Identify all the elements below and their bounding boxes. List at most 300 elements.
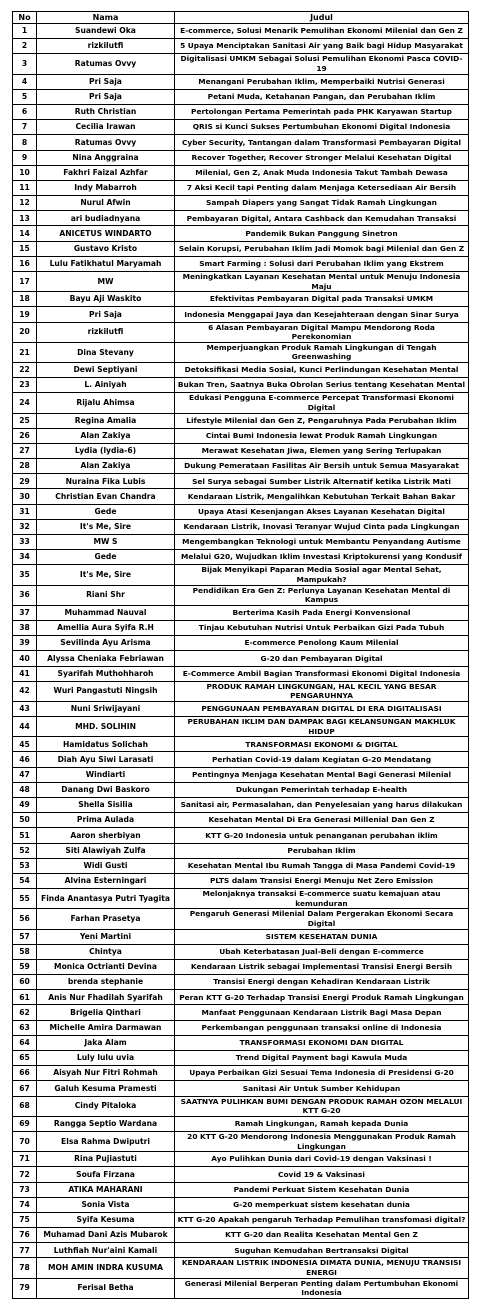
cell-no: 18 xyxy=(13,292,37,307)
cell-no: 2 xyxy=(13,39,37,54)
cell-no: 4 xyxy=(13,74,37,89)
table-row xyxy=(13,39,469,54)
table-row xyxy=(13,889,469,909)
cell-nama: MHD. SOLIHIN xyxy=(37,717,175,737)
cell-no: 61 xyxy=(13,990,37,1005)
cell-judul: G-20 memperkuat sistem kesehatan dunia xyxy=(175,1197,469,1212)
cell-nama: Monica Octrianti Devina xyxy=(37,959,175,974)
cell-nama: Lulu Fatikhatul Maryamah xyxy=(37,256,175,271)
cell-nama: Rangga Septio Wardana xyxy=(37,1116,175,1131)
cell-judul: Upaya Perbaikan Gizi Sesuai Tema Indonesia di Presidensi G-20 xyxy=(175,1066,469,1081)
cell-judul: Berterima Kasih Pada Energi Konvensional xyxy=(175,605,469,620)
cell-no: 68 xyxy=(13,1096,37,1116)
cell-no: 10 xyxy=(13,165,37,180)
cell-nama: Jaka Alam xyxy=(37,1035,175,1050)
cell-judul: 5 Upaya Menciptakan Sanitasi Air yang Baik bagi Hidup Masyarakat xyxy=(175,39,469,54)
cell-judul: Pendidikan Era Gen Z: Perlunya Layanan Kesehatan Mental di Kampus xyxy=(175,585,469,605)
cell-no: 62 xyxy=(13,1005,37,1020)
cell-judul: Perubahan Iklim xyxy=(175,843,469,858)
cell-nama: Amellia Aura Syifa R.H xyxy=(37,620,175,635)
cell-no: 1 xyxy=(13,24,37,39)
cell-nama: Galuh Kesuma Pramesti xyxy=(37,1081,175,1096)
cell-no: 30 xyxy=(13,489,37,504)
cell-judul: Lifestyle Milenial dan Gen Z, Pengaruhnya Pada Perubahan Iklim xyxy=(175,413,469,428)
table-row xyxy=(13,717,469,737)
cell-judul: Bukan Tren, Saatnya Buka Obrolan Serius tentang Kesehatan Mental xyxy=(175,378,469,393)
table-row xyxy=(13,1167,469,1182)
header-nama: Nama xyxy=(37,12,175,24)
cell-nama: rizkilutfi xyxy=(37,322,175,342)
cell-no: 50 xyxy=(13,813,37,828)
cell-nama: Pri Saja xyxy=(37,307,175,322)
cell-no: 5 xyxy=(13,89,37,104)
cell-nama: Nurul Afwin xyxy=(37,196,175,211)
cell-judul: Generasi Milenial Berperan Penting dalam Pertumbuhan Ekonomi Indonesia xyxy=(175,1278,469,1298)
header-judul: Judul xyxy=(175,12,469,24)
cell-no: 44 xyxy=(13,717,37,737)
cell-nama: rizkilutfi xyxy=(37,39,175,54)
cell-no: 74 xyxy=(13,1197,37,1212)
cell-judul: Pentingnya Menjaga Kesehatan Mental Bagi Generasi Milenial xyxy=(175,767,469,782)
cell-nama: Finda Anantasya Putri Tyagita xyxy=(37,889,175,909)
cell-judul: Efektivitas Pembayaran Digital pada Transaksi UMKM xyxy=(175,292,469,307)
cell-nama: Ruth Christian xyxy=(37,104,175,119)
cell-judul: 7 Aksi Kecil tapi Penting dalam Menjaga Ketersediaan Air Bersih xyxy=(175,180,469,195)
cell-judul: Dukungan Pemerintah terhadap E-health xyxy=(175,782,469,797)
cell-nama: Indy Mabarroh xyxy=(37,180,175,195)
cell-judul: Transisi Energi dengan Kehadiran Kendaraan Listrik xyxy=(175,975,469,990)
document-page xyxy=(12,11,468,1299)
table-row xyxy=(13,1152,469,1167)
cell-nama: Muhammad Nauval xyxy=(37,605,175,620)
cell-judul: Pertolongan Pertama Pemerintah pada PHK Karyawan Startup xyxy=(175,104,469,119)
cell-no: 23 xyxy=(13,378,37,393)
cell-judul: PRODUK RAMAH LINGKUNGAN, HAL KECIL YANG BESAR PENGARUHNYA xyxy=(175,681,469,701)
cell-nama: Aaron sherbiyan xyxy=(37,828,175,843)
cell-judul: Edukasi Pengguna E-commerce Percepat Transformasi Ekonomi Digital xyxy=(175,393,469,413)
table-row xyxy=(13,1096,469,1116)
cell-no: 7 xyxy=(13,120,37,135)
cell-no: 48 xyxy=(13,782,37,797)
table-row xyxy=(13,1066,469,1081)
table-row xyxy=(13,1005,469,1020)
cell-judul: Sanitasi Air Untuk Sumber Kehidupan xyxy=(175,1081,469,1096)
table-row xyxy=(13,1131,469,1151)
cell-no: 71 xyxy=(13,1152,37,1167)
cell-no: 42 xyxy=(13,681,37,701)
table-row xyxy=(13,1258,469,1278)
table-row xyxy=(13,666,469,681)
cell-no: 79 xyxy=(13,1278,37,1298)
cell-judul: Cyber Security, Tantangan dalam Transformasi Pembayaran Digital xyxy=(175,135,469,150)
cell-judul: Ramah Lingkungan, Ramah kepada Dunia xyxy=(175,1116,469,1131)
cell-judul: Smart Farming : Solusi dari Perubahan Iklim yang Ekstrem xyxy=(175,256,469,271)
table-row xyxy=(13,929,469,944)
cell-nama: MW xyxy=(37,272,175,292)
cell-no: 3 xyxy=(13,54,37,74)
table-row xyxy=(13,150,469,165)
cell-judul: Kesehatan Mental Ibu Rumah Tangga di Masa Pandemi Covid-19 xyxy=(175,858,469,873)
table-row xyxy=(13,519,469,534)
cell-judul: Menangani Perubahan Iklim, Memperbaiki Nutrisi Generasi xyxy=(175,74,469,89)
cell-judul: Upaya Atasi Kesenjangan Akses Layanan Kesehatan Digital xyxy=(175,504,469,519)
cell-judul: E-commerce, Solusi Menarik Pemulihan Ekonomi Milenial dan Gen Z xyxy=(175,24,469,39)
cell-no: 32 xyxy=(13,519,37,534)
table-row xyxy=(13,975,469,990)
cell-judul: Pengaruh Generasi Milenial Dalam Pergerakan Ekonomi Secara Digital xyxy=(175,909,469,929)
cell-judul: Selain Korupsi, Perubahan Iklim Jadi Momok bagi Milenial dan Gen Z xyxy=(175,241,469,256)
cell-no: 36 xyxy=(13,585,37,605)
cell-judul: Kendaraan Listrik, Inovasi Teranyar Wujud Cinta pada Lingkungan xyxy=(175,519,469,534)
cell-no: 22 xyxy=(13,362,37,377)
cell-nama: Windiarti xyxy=(37,767,175,782)
cell-no: 46 xyxy=(13,752,37,767)
participants-table xyxy=(12,11,469,1299)
table-row xyxy=(13,135,469,150)
cell-judul: Melonjaknya transaksi E-commerce suatu kemajuan atau kemunduran xyxy=(175,889,469,909)
table-row xyxy=(13,378,469,393)
table-row xyxy=(13,89,469,104)
cell-nama: Chintya xyxy=(37,944,175,959)
table-row xyxy=(13,1243,469,1258)
cell-judul: Sanitasi air, Permasalahan, dan Penyelesaian yang harus dilakukan xyxy=(175,798,469,813)
cell-nama: Gede xyxy=(37,550,175,565)
table-row xyxy=(13,701,469,716)
header-row xyxy=(13,12,469,24)
table-row xyxy=(13,1228,469,1243)
cell-judul: TRANSFORMASI EKONOMI DAN DIGITAL xyxy=(175,1035,469,1050)
cell-no: 54 xyxy=(13,873,37,888)
cell-judul: Melalui G20, Wujudkan Iklim Investasi Kriptokurensi yang Kondusif xyxy=(175,550,469,565)
cell-no: 49 xyxy=(13,798,37,813)
cell-nama: Nuni Sriwijayani xyxy=(37,701,175,716)
cell-no: 34 xyxy=(13,550,37,565)
cell-no: 56 xyxy=(13,909,37,929)
cell-judul: Sampah Diapers yang Sangat Tidak Ramah Lingkungan xyxy=(175,196,469,211)
cell-no: 67 xyxy=(13,1081,37,1096)
cell-nama: Rijalu Ahimsa xyxy=(37,393,175,413)
cell-nama: Rina Pujiastuti xyxy=(37,1152,175,1167)
cell-nama: Syifa Kesuma xyxy=(37,1212,175,1227)
cell-nama: ari budiadnyana xyxy=(37,211,175,226)
table-row xyxy=(13,180,469,195)
cell-no: 45 xyxy=(13,737,37,752)
cell-nama: Gustavo Kristo xyxy=(37,241,175,256)
cell-nama: Pri Saja xyxy=(37,89,175,104)
cell-judul: E-commerce Penolong Kaum Milenial xyxy=(175,636,469,651)
cell-no: 47 xyxy=(13,767,37,782)
cell-no: 60 xyxy=(13,975,37,990)
table-row xyxy=(13,428,469,443)
table-row xyxy=(13,211,469,226)
cell-nama: L. Ainiyah xyxy=(37,378,175,393)
cell-judul: KENDARAAN LISTRIK INDONESIA DIMATA DUNIA, MENUJU TRANSISI ENERGI xyxy=(175,1258,469,1278)
table-row xyxy=(13,74,469,89)
cell-no: 33 xyxy=(13,535,37,550)
cell-nama: Hamidatus Solichah xyxy=(37,737,175,752)
cell-judul: Meningkatkan Layanan Kesehatan Mental untuk Menuju Indonesia Maju xyxy=(175,272,469,292)
cell-nama: Widi Gusti xyxy=(37,858,175,873)
cell-no: 17 xyxy=(13,272,37,292)
table-row xyxy=(13,307,469,322)
table-row xyxy=(13,737,469,752)
cell-no: 51 xyxy=(13,828,37,843)
cell-judul: Suguhan Kemudahan Bertransaksi Digital xyxy=(175,1243,469,1258)
cell-judul: SAATNYA PULIHKAN BUMI DENGAN PRODUK RAMAH OZON MELALUI KTT G-20 xyxy=(175,1096,469,1116)
cell-nama: Luthfiah Nur'aini Kamali xyxy=(37,1243,175,1258)
cell-judul: Kendaraan Listrik sebagai Implementasi Transisi Energi Bersih xyxy=(175,959,469,974)
table-row xyxy=(13,944,469,959)
table-body xyxy=(13,24,469,1299)
table-row xyxy=(13,272,469,292)
cell-judul: Manfaat Penggunaan Kendaraan Listrik Bagi Masa Depan xyxy=(175,1005,469,1020)
cell-judul: Perkembangan penggunaan transaksi online di Indonesia xyxy=(175,1020,469,1035)
cell-judul: Detoksifikasi Media Sosial, Kunci Perlindungan Kesehatan Mental xyxy=(175,362,469,377)
cell-nama: Shella Sisilia xyxy=(37,798,175,813)
table-row xyxy=(13,362,469,377)
cell-nama: Muhamad Dani Azis Mubarok xyxy=(37,1228,175,1243)
cell-nama: MW S xyxy=(37,535,175,550)
cell-nama: Yeni Martini xyxy=(37,929,175,944)
cell-nama: ANICETUS WINDARTO xyxy=(37,226,175,241)
cell-no: 41 xyxy=(13,666,37,681)
cell-nama: Cindy Pitaloka xyxy=(37,1096,175,1116)
cell-judul: Memperjuangkan Produk Ramah Lingkungan di Tengah Greenwashing xyxy=(175,342,469,362)
table-row xyxy=(13,990,469,1005)
cell-judul: PLTS dalam Transisi Energi Menuju Net Zero Emission xyxy=(175,873,469,888)
cell-no: 40 xyxy=(13,651,37,666)
cell-no: 59 xyxy=(13,959,37,974)
cell-no: 14 xyxy=(13,226,37,241)
cell-judul: Ubah Keterbatasan Jual-Beli dengan E-commerce xyxy=(175,944,469,959)
table-row xyxy=(13,1035,469,1050)
table-row xyxy=(13,120,469,135)
cell-no: 21 xyxy=(13,342,37,362)
cell-no: 63 xyxy=(13,1020,37,1035)
cell-nama: Riani Shr xyxy=(37,585,175,605)
cell-nama: Gede xyxy=(37,504,175,519)
cell-nama: Ratumas Ovvy xyxy=(37,135,175,150)
cell-no: 39 xyxy=(13,636,37,651)
cell-no: 52 xyxy=(13,843,37,858)
cell-judul: PERUBAHAN IKLIM DAN DAMPAK BAGI KELANSUNGAN MAKHLUK HIDUP xyxy=(175,717,469,737)
cell-no: 27 xyxy=(13,443,37,458)
table-row xyxy=(13,24,469,39)
cell-nama: Farhan Prasetya xyxy=(37,909,175,929)
cell-nama: Fakhri Faizal Azhfar xyxy=(37,165,175,180)
cell-no: 53 xyxy=(13,858,37,873)
table-row xyxy=(13,620,469,635)
cell-nama: Nina Anggraina xyxy=(37,150,175,165)
cell-judul: 6 Alasan Pembayaran Digital Mampu Mendorong Roda Perekonomian xyxy=(175,322,469,342)
table-row xyxy=(13,798,469,813)
table-row xyxy=(13,605,469,620)
cell-no: 73 xyxy=(13,1182,37,1197)
table-row xyxy=(13,828,469,843)
table-row xyxy=(13,342,469,362)
cell-nama: Pri Saja xyxy=(37,74,175,89)
table-row xyxy=(13,959,469,974)
cell-judul: Pembayaran Digital, Antara Cashback dan Kemudahan Transaksi xyxy=(175,211,469,226)
table-row xyxy=(13,752,469,767)
cell-no: 35 xyxy=(13,565,37,585)
table-row xyxy=(13,813,469,828)
cell-judul: Petani Muda, Ketahanan Pangan, dan Perubahan Iklim xyxy=(175,89,469,104)
table-row xyxy=(13,636,469,651)
table-row xyxy=(13,535,469,550)
table-row xyxy=(13,104,469,119)
cell-no: 13 xyxy=(13,211,37,226)
table-header xyxy=(13,12,469,24)
table-row xyxy=(13,1212,469,1227)
cell-no: 77 xyxy=(13,1243,37,1258)
cell-judul: Milenial, Gen Z, Anak Muda Indonesia Takut Tambah Dewasa xyxy=(175,165,469,180)
cell-nama: Alvina Esterningari xyxy=(37,873,175,888)
cell-judul: Pandemik Bukan Panggung Sinetron xyxy=(175,226,469,241)
cell-nama: Suandewi Oka xyxy=(37,24,175,39)
cell-nama: Cecilia Irawan xyxy=(37,120,175,135)
header-no: No xyxy=(13,12,37,24)
table-row xyxy=(13,858,469,873)
cell-nama: Dewi Septiyani xyxy=(37,362,175,377)
table-row xyxy=(13,1197,469,1212)
cell-nama: It's Me, Sire xyxy=(37,565,175,585)
cell-no: 65 xyxy=(13,1051,37,1066)
table-row xyxy=(13,504,469,519)
cell-judul: TRANSFORMASI EKONOMI & DIGITAL xyxy=(175,737,469,752)
cell-judul: QRIS si Kunci Sukses Pertumbuhan Ekonomi Digital Indonesia xyxy=(175,120,469,135)
table-row xyxy=(13,873,469,888)
table-row xyxy=(13,1051,469,1066)
table-row xyxy=(13,256,469,271)
cell-no: 19 xyxy=(13,307,37,322)
cell-nama: Christian Evan Chandra xyxy=(37,489,175,504)
table-row xyxy=(13,1116,469,1131)
cell-judul: KTT G-20 Apakah pengaruh Terhadap Pemulihan transfomasi digital? xyxy=(175,1212,469,1227)
cell-no: 57 xyxy=(13,929,37,944)
cell-judul: G-20 dan Pembayaran Digital xyxy=(175,651,469,666)
cell-judul: Bijak Menyikapi Paparan Media Sosial agar Mental Sehat, Mampukah? xyxy=(175,565,469,585)
cell-nama: Sonia Vista xyxy=(37,1197,175,1212)
cell-nama: Ferisal Betha xyxy=(37,1278,175,1298)
cell-nama: Elsa Rahma Dwiputri xyxy=(37,1131,175,1151)
cell-nama: Wuri Pangastuti Ningsih xyxy=(37,681,175,701)
cell-no: 43 xyxy=(13,701,37,716)
table-row xyxy=(13,226,469,241)
cell-no: 26 xyxy=(13,428,37,443)
cell-nama: Danang Dwi Baskoro xyxy=(37,782,175,797)
cell-judul: Indonesia Menggapai Jaya dan Kesejahteraan dengan Sinar Surya xyxy=(175,307,469,322)
cell-judul: Tinjau Kebutuhan Nutrisi Untuk Perbaikan Gizi Pada Tubuh xyxy=(175,620,469,635)
table-row xyxy=(13,1081,469,1096)
table-row xyxy=(13,241,469,256)
cell-no: 58 xyxy=(13,944,37,959)
table-row xyxy=(13,393,469,413)
cell-judul: Kesehatan Mental Di Era Generasi Millenial Dan Gen Z xyxy=(175,813,469,828)
table-row xyxy=(13,843,469,858)
table-row xyxy=(13,681,469,701)
cell-nama: Soufa Firzana xyxy=(37,1167,175,1182)
cell-no: 66 xyxy=(13,1066,37,1081)
cell-judul: E-Commerce Ambil Bagian Transformasi Ekonomi Digital Indonesia xyxy=(175,666,469,681)
cell-no: 70 xyxy=(13,1131,37,1151)
cell-judul: KTT G-20 dan Realita Kesehatan Mental Gen Z xyxy=(175,1228,469,1243)
cell-no: 24 xyxy=(13,393,37,413)
cell-nama: Luly lulu uvia xyxy=(37,1051,175,1066)
table-row xyxy=(13,413,469,428)
table-row xyxy=(13,782,469,797)
table-row xyxy=(13,1278,469,1298)
cell-no: 72 xyxy=(13,1167,37,1182)
cell-nama: Michelle Amira Darmawan xyxy=(37,1020,175,1035)
cell-no: 55 xyxy=(13,889,37,909)
cell-no: 16 xyxy=(13,256,37,271)
cell-judul: Recover Together, Recover Stronger Melalui Kesehatan Digital xyxy=(175,150,469,165)
cell-nama: Alyssa Cheniaka Febriawan xyxy=(37,651,175,666)
cell-judul: Kendaraan Listrik, Mengalihkan Kebutuhan Terkait Bahan Bakar xyxy=(175,489,469,504)
table-row xyxy=(13,767,469,782)
cell-judul: Covid 19 & Vaksinasi xyxy=(175,1167,469,1182)
table-row xyxy=(13,165,469,180)
cell-no: 75 xyxy=(13,1212,37,1227)
cell-judul: Cintai Bumi Indonesia lewat Produk Ramah Lingkungan xyxy=(175,428,469,443)
table-row xyxy=(13,443,469,458)
cell-judul: Dukung Pemerataan Fasilitas Air Bersih untuk Semua Masyarakat xyxy=(175,459,469,474)
cell-nama: Anis Nur Fhadilah Syarifah xyxy=(37,990,175,1005)
cell-nama: It's Me, Sire xyxy=(37,519,175,534)
cell-no: 38 xyxy=(13,620,37,635)
cell-no: 6 xyxy=(13,104,37,119)
cell-no: 29 xyxy=(13,474,37,489)
cell-no: 31 xyxy=(13,504,37,519)
cell-judul: SISTEM KESEHATAN DUNIA xyxy=(175,929,469,944)
cell-nama: Lydia (lydia-6) xyxy=(37,443,175,458)
cell-no: 69 xyxy=(13,1116,37,1131)
cell-judul: KTT G-20 Indonesia untuk penanganan perubahan iklim xyxy=(175,828,469,843)
table-row xyxy=(13,54,469,74)
cell-judul: Sel Surya sebagai Sumber Listrik Alternatif ketika Listrik Mati xyxy=(175,474,469,489)
cell-nama: ATIKA MAHARANI xyxy=(37,1182,175,1197)
cell-nama: Regina Amalia xyxy=(37,413,175,428)
cell-no: 15 xyxy=(13,241,37,256)
cell-nama: Sevilinda Ayu Arisma xyxy=(37,636,175,651)
cell-nama: Alan Zakiya xyxy=(37,428,175,443)
cell-nama: MOH AMIN INDRA KUSUMA xyxy=(37,1258,175,1278)
table-row xyxy=(13,1020,469,1035)
cell-no: 12 xyxy=(13,196,37,211)
table-row xyxy=(13,651,469,666)
cell-no: 28 xyxy=(13,459,37,474)
table-row xyxy=(13,565,469,585)
cell-nama: Prima Aulada xyxy=(37,813,175,828)
cell-judul: Peran KTT G-20 Terhadap Transisi Energi Produk Ramah Lingkungan xyxy=(175,990,469,1005)
table-row xyxy=(13,909,469,929)
cell-no: 20 xyxy=(13,322,37,342)
cell-nama: Bayu Aji Waskito xyxy=(37,292,175,307)
cell-no: 8 xyxy=(13,135,37,150)
cell-judul: PENGGUNAAN PEMBAYARAN DIGITAL DI ERA DIGITALISASI xyxy=(175,701,469,716)
cell-judul: Perhatian Covid-19 dalam Kegiatan G-20 Mendatang xyxy=(175,752,469,767)
cell-no: 64 xyxy=(13,1035,37,1050)
cell-judul: Trend Digital Payment bagi Kawula Muda xyxy=(175,1051,469,1066)
cell-judul: Merawat Kesehatan Jiwa, Elemen yang Sering Terlupakan xyxy=(175,443,469,458)
cell-no: 76 xyxy=(13,1228,37,1243)
table-row xyxy=(13,489,469,504)
cell-nama: Dina Stevany xyxy=(37,342,175,362)
cell-no: 25 xyxy=(13,413,37,428)
cell-nama: Ratumas Ovvy xyxy=(37,54,175,74)
cell-judul: Mengembangkan Teknologi untuk Membantu Penyandang Autisme xyxy=(175,535,469,550)
